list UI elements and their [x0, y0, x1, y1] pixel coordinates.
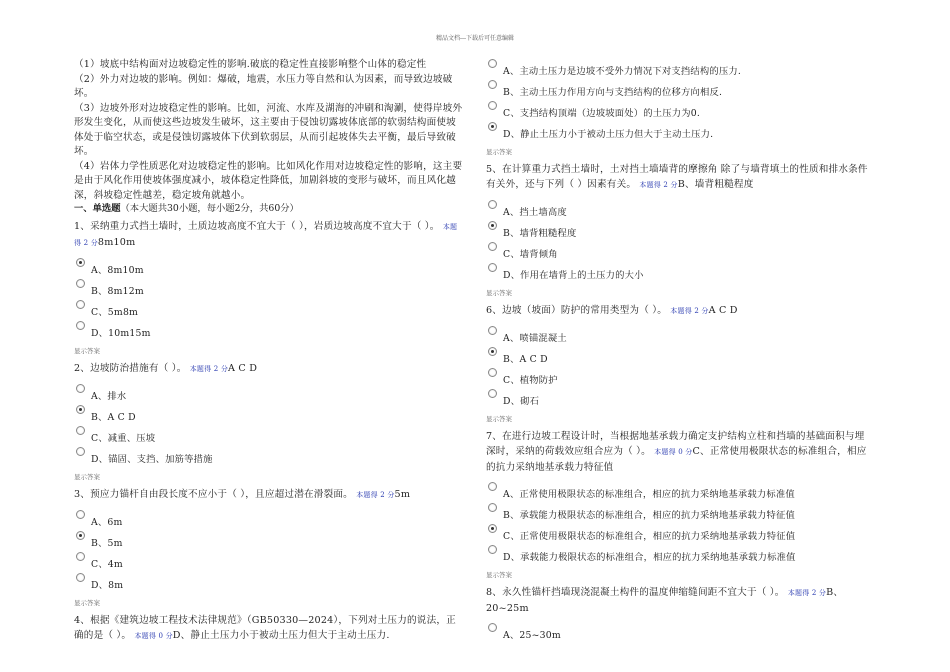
show-answer-link[interactable]: 显示答案 — [74, 347, 100, 355]
radio-button[interactable] — [488, 59, 497, 68]
question-text — [74, 487, 464, 503]
radio-button[interactable] — [488, 482, 497, 491]
radio-button[interactable] — [76, 300, 85, 309]
option-row[interactable] — [486, 220, 870, 241]
question-stem: 2、边坡防治措施有（ ）。 — [74, 363, 187, 374]
question-text — [74, 361, 464, 377]
option-row[interactable] — [486, 622, 870, 643]
option-label: B、8m12m — [91, 286, 144, 297]
left-question-list — [74, 219, 464, 644]
option-label: D、锚固、支挡、加筋等措施 — [91, 454, 213, 465]
radio-button[interactable] — [76, 384, 85, 393]
option-row[interactable] — [74, 404, 464, 425]
option-row[interactable] — [486, 241, 870, 262]
score-label: 本题得 2 分 — [356, 491, 395, 499]
question-stem: 1、采纳重力式挡土墙时，土质边坡高度不宜大于（ ），岩质边坡高度不宜大于（ ）。 — [74, 221, 440, 232]
option-label: B、A C D — [91, 412, 136, 423]
option-label: A、排水 — [91, 391, 127, 402]
option-label: B、主动土压力作用方向与支挡结构的位移方向相反. — [503, 87, 723, 98]
show-answer-link[interactable]: 显示答案 — [486, 148, 512, 156]
show-answer-link[interactable]: 显示答案 — [486, 571, 512, 579]
right-question-list — [486, 162, 870, 643]
show-answer-link[interactable]: 显示答案 — [486, 415, 512, 423]
intro-paragraph: （3）边坡外形对边坡稳定性的影响。比如，河流、水库及湖海的冲刷和淘涮，使得岸坡外形发生变化，从而使这些边坡发生破坏，这主要由于侵蚀切露坡体底部的软弱结构面使坡体处于临空状态，或是侵蚀切露坡体下伏到软弱层，从而引起坡体失去平衡，最后导致破坏。 — [74, 102, 463, 157]
radio-button[interactable] — [488, 545, 497, 554]
question-text — [74, 613, 464, 644]
option-row[interactable] — [74, 278, 464, 299]
option-row[interactable] — [74, 425, 464, 446]
score-label: 本题得 2 分 — [787, 589, 827, 597]
option-row[interactable] — [486, 388, 870, 409]
option-label: B、5m — [91, 538, 123, 549]
option-label: D、承载能力极限状态的标准组合，相应的抗力采纳地基承载力标准值 — [503, 552, 796, 563]
option-row[interactable] — [486, 100, 870, 121]
section-heading — [74, 203, 464, 215]
section-desc: （本大题共30小题，每小题2分，共60分） — [120, 203, 299, 214]
intro-paragraph: （4）岩体力学性质恶化对边坡稳定性的影响。比如风化作用对边坡稳定性的影响，这主要是由于风化作用使坡体强度减小，坡体稳定性降低，加剧斜坡的变形与破坏，而且风化越深，斜坡稳定性越差，稳定坡角就越小。 — [74, 160, 463, 201]
answer-text: B、墙背粗糙程度 — [677, 179, 754, 190]
question-text — [74, 219, 464, 251]
radio-button[interactable] — [488, 368, 497, 377]
option-label: C、植物防护 — [503, 375, 558, 386]
option-row[interactable] — [486, 121, 870, 142]
option-label: D、8m — [91, 580, 124, 591]
option-label: A、正常使用极限状态的标准组合，相应的抗力采纳地基承载力标准值 — [503, 489, 795, 500]
intro-paragraphs — [74, 58, 464, 203]
radio-button[interactable] — [76, 279, 85, 288]
radio-button[interactable] — [488, 122, 497, 131]
radio-button[interactable] — [488, 200, 497, 209]
option-row[interactable] — [74, 572, 464, 593]
option-label: B、承载能力极限状态的标准组合，相应的抗力采纳地基承载力特征值 — [503, 510, 795, 521]
option-label: B、墙背粗糙程度 — [503, 228, 577, 239]
question-text — [486, 162, 870, 193]
radio-button[interactable] — [488, 263, 497, 272]
option-label: C、正常使用极限状态的标准组合，相应的抗力采纳地基承载力特征值 — [503, 531, 796, 542]
option-row[interactable] — [486, 199, 870, 220]
question-text — [486, 429, 870, 475]
intro-paragraph: （1）坡底中结构面对边坡稳定性的影响.破底的稳定性直接影响整个山体的稳定性 — [74, 59, 427, 70]
answer-text: 5m — [394, 489, 411, 500]
answer-text: A C D — [708, 305, 738, 316]
option-row[interactable] — [74, 446, 464, 467]
question-text — [486, 585, 870, 616]
score-label: 本题得 2 分 — [639, 181, 678, 189]
option-row[interactable] — [486, 481, 870, 502]
radio-button[interactable] — [76, 258, 85, 267]
question-stem: 6、边坡（坡面）防护的常用类型为（ ）。 — [486, 305, 668, 316]
left-column — [74, 58, 464, 650]
option-label: D、10m15m — [91, 328, 151, 339]
question-stem: 8、永久性锚杆挡墙现浇混凝土构件的温度伸缩缝间距不宜大于（ ）。 — [486, 587, 785, 598]
radio-button[interactable] — [76, 321, 85, 330]
radio-button[interactable] — [488, 389, 497, 398]
option-row[interactable] — [74, 383, 464, 404]
option-row[interactable] — [486, 262, 870, 283]
radio-button[interactable] — [488, 524, 497, 533]
radio-button[interactable] — [76, 510, 85, 519]
option-row[interactable] — [486, 523, 870, 544]
radio-button[interactable] — [76, 405, 85, 414]
radio-button[interactable] — [76, 552, 85, 561]
option-row[interactable] — [486, 58, 870, 79]
answer-text: C、正常使用极限状态的标准组合，相应的抗力采纳地基承载力特征值 — [486, 446, 867, 473]
question-stem: 3、预应力锚杆自由段长度不应小于（ ），且应超过潜在滑裂面。 — [74, 489, 353, 500]
radio-button[interactable] — [488, 221, 497, 230]
option-label: D、静止土压力小于被动土压力但大于主动土压力. — [503, 129, 714, 140]
score-label: 本题得 2 分 — [74, 223, 458, 247]
option-row[interactable] — [486, 544, 870, 565]
option-label: C、5m8m — [91, 307, 139, 318]
option-label: C、墙背倾角 — [503, 249, 558, 260]
radio-button[interactable] — [76, 426, 85, 435]
answer-text: A C D — [228, 363, 258, 374]
radio-button[interactable] — [488, 503, 497, 512]
radio-button[interactable] — [76, 573, 85, 582]
score-label: 本题得 0 分 — [134, 632, 173, 640]
option-label: A、主动土压力是边坡不受外力情况下对支挡结构的压力. — [503, 66, 741, 77]
option-label: A、8m10m — [91, 265, 144, 276]
page-header: 精品文档---下载后可任意编辑 — [435, 35, 515, 42]
option-label: A、6m — [91, 517, 123, 528]
option-label: A、喷锚混凝土 — [503, 333, 567, 344]
score-label: 本题得 2 分 — [670, 307, 709, 315]
question-stem: 4、根据《建筑边坡工程技术法律规范》（GB50330—2024），下列对土压力的说法，正确的是（ ）。 — [74, 615, 456, 641]
show-answer-link[interactable]: 显示答案 — [74, 473, 100, 481]
section-title: 一、单选题 — [74, 203, 121, 214]
option-label: C、支挡结构顶端（边坡坡面处）的土压力为0. — [503, 108, 701, 119]
score-label: 本题得 2 分 — [189, 365, 229, 373]
option-row[interactable] — [486, 346, 870, 367]
option-label: D、砌石 — [503, 396, 540, 407]
radio-button[interactable] — [488, 101, 497, 110]
option-label: C、减重、压坡 — [91, 433, 156, 444]
radio-button[interactable] — [488, 623, 497, 632]
answer-text: B、20~25m — [486, 587, 844, 614]
question-4-options — [486, 58, 870, 142]
option-row[interactable] — [486, 367, 870, 388]
radio-button[interactable] — [76, 531, 85, 540]
option-label: A、25~30m — [503, 630, 561, 641]
option-row[interactable] — [74, 551, 464, 572]
question-stem: 5、在计算重力式挡土墙时，土对挡土墙墙背的摩擦角 除了与墙背填土的性质和排水条件有关外，还与下列（ ）因素有关。 — [486, 164, 868, 190]
radio-button[interactable] — [488, 242, 497, 251]
option-row[interactable] — [74, 320, 464, 341]
answer-text: D、静止土压力小于被动土压力但大于主动土压力. — [172, 630, 390, 641]
right-column — [486, 58, 870, 643]
show-answer-link[interactable]: 显示答案 — [74, 599, 100, 607]
option-row[interactable] — [74, 257, 464, 278]
answer-text: 8m10m — [97, 237, 136, 248]
option-label: A、挡土墙高度 — [503, 207, 567, 218]
show-answer-link[interactable]: 显示答案 — [486, 289, 512, 297]
option-label: C、4m — [91, 559, 123, 570]
option-row[interactable] — [486, 502, 870, 523]
option-row[interactable] — [486, 79, 870, 100]
score-label: 本题得 0 分 — [654, 448, 693, 456]
question-text — [486, 303, 870, 319]
question-stem: 7、在进行边坡工程设计时，当根据地基承载力确定支护结构立柱和挡墙的基础面积与埋深时，采纳的荷载效应组合应为（ ）。 — [486, 431, 865, 457]
option-label: D、作用在墙背上的土压力的大小 — [503, 270, 644, 281]
option-row[interactable] — [74, 530, 464, 551]
radio-button[interactable] — [488, 326, 497, 335]
option-row[interactable] — [74, 509, 464, 530]
option-row[interactable] — [74, 299, 464, 320]
intro-paragraph: （2）外力对边坡的影响。例如：爆破，地震，水压力等自然和认为因素，而导致边坡破坏。 — [74, 73, 453, 99]
option-row[interactable] — [486, 325, 870, 346]
radio-button[interactable] — [488, 347, 497, 356]
radio-button[interactable] — [76, 447, 85, 456]
radio-button[interactable] — [488, 80, 497, 89]
option-label: B、A C D — [503, 354, 548, 365]
